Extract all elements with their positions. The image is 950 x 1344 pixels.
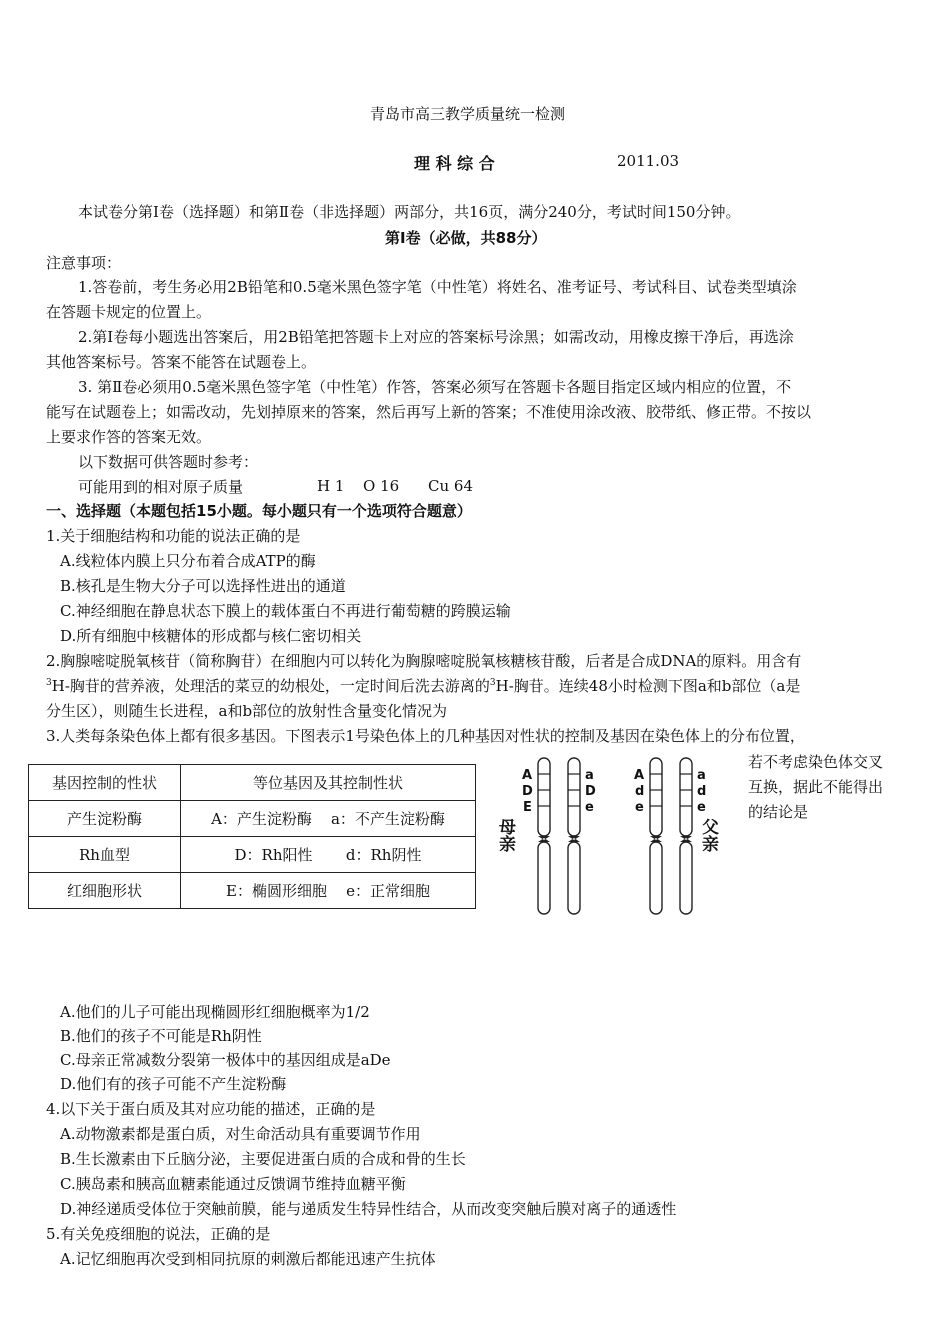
gene-label: d	[635, 784, 645, 799]
allele-recessive: a：不产生淀粉酶	[330, 810, 445, 828]
table-row	[29, 801, 476, 837]
q4-option-b: B.生长激素由下丘脑分泌，主要促进蛋白质的合成和骨的生长	[60, 1150, 466, 1168]
q1-option-a: A.线粒体内膜上只分布着合成ATP的酶	[60, 552, 316, 570]
gene-label: a	[585, 768, 594, 783]
centromere	[650, 836, 662, 842]
q3-side-3: 的结论是	[748, 803, 809, 821]
table-cell-alleles	[181, 801, 476, 837]
father-chromosome-2-upper	[680, 758, 692, 836]
table-row	[29, 873, 476, 909]
part1-title: 一、选择题（本题包括15小题。每小题只有一个选项符合题意）	[46, 502, 472, 520]
table-cell-trait: Rh血型	[29, 837, 181, 873]
allele-recessive: d：Rh阴性	[345, 846, 422, 864]
q2-line-2b: H-胸苷。连续48小时检测下图a和b部位（a是	[495, 677, 801, 695]
gene-label: d	[697, 784, 707, 799]
gene-table-header	[29, 765, 476, 801]
note-3-line-2: 能写在试题卷上；如需改动，先划掉原来的答案，然后再写上新的答案；不准使用涂改液、胶带纸、修正带。不按以	[46, 403, 812, 421]
note-1-line-2: 在答题卡规定的位置上。	[46, 303, 212, 321]
q1-option-b: B.核孔是生物大分子可以选择性进出的通道	[60, 577, 346, 595]
page-title: 青岛市高三教学质量统一检测	[370, 105, 566, 123]
reference-heading: 以下数据可供答题时参考：	[78, 453, 259, 471]
table-header-cell: 基因控制的性状	[29, 765, 181, 801]
father-chromosome-1-upper	[650, 758, 662, 836]
subject-title: 理 科 综 合	[414, 154, 495, 173]
note-3-line-1: 3. 第Ⅱ卷必须用0.5毫米黑色签字笔（中性笔）作答，答案必须写在答题卡各题目指定区域内相应的位置，不	[78, 378, 792, 396]
q5-stem: 5.有关免疫细胞的说法，正确的是	[46, 1225, 271, 1243]
chromosome-figure	[495, 752, 735, 924]
mother-chromosome-2-lower	[568, 842, 580, 914]
q4-stem: 4.以下关于蛋白质及其对应功能的描述，正确的是	[46, 1100, 376, 1118]
note-2-line-1: 2.第Ⅰ卷每小题选出答案后，用2B铅笔把答题卡上对应的答案标号涂黑；如需改动，用橡皮擦干净后，再选涂	[78, 328, 794, 346]
q3-option-b: B.他们的孩子不可能是Rh阴性	[60, 1027, 262, 1045]
q3-line-1: 3.人类每条染色体上都有很多基因。下图表示1号染色体上的几种基因对性状的控制及基因在染色体上的分布位置，	[46, 727, 805, 745]
q3-option-d: D.他们有的孩子可能不产生淀粉酶	[60, 1075, 287, 1093]
intro-text: 本试卷分第Ⅰ卷（选择题）和第Ⅱ卷（非选择题）两部分，共16页，满分240分，考试时间150分钟。	[78, 203, 741, 221]
q4-option-d: D.神经递质受体位于突触前膜，能与递质发生特异性结合，从而改变突触后膜对离子的通透性	[60, 1200, 677, 1218]
reference-o: O 16	[363, 477, 400, 495]
mother-chromosome-2-upper	[568, 758, 580, 836]
father-label: 父亲	[698, 818, 718, 852]
q1-stem: 1.关于细胞结构和功能的说法正确的是	[46, 527, 301, 545]
q2-sup-2: 3	[489, 678, 496, 688]
table-row	[29, 837, 476, 873]
reference-h: H 1	[317, 477, 345, 495]
section-title: 第Ⅰ卷（必做，共88分）	[385, 229, 547, 247]
centromere	[680, 836, 692, 842]
reference-cu: Cu 64	[428, 477, 473, 495]
allele-dominant: A：产生淀粉酶	[211, 810, 312, 828]
q1-option-c: C.神经细胞在静息状态下膜上的载体蛋白不再进行葡萄糖的跨膜运输	[60, 602, 511, 620]
q3-option-c: C.母亲正常减数分裂第一极体中的基因组成是aDe	[60, 1051, 391, 1069]
allele-dominant: D：Rh阳性	[234, 846, 313, 864]
gene-label: D	[585, 784, 596, 799]
note-1-line-1: 1.答卷前，考生务必用2B铅笔和0.5毫米黑色签字笔（中性笔）将姓名、准考证号、考试科目、试卷类型填涂	[78, 278, 797, 296]
q2-line-3: 分生区），则随生长进程，a和b部位的放射性含量变化情况为	[46, 702, 448, 720]
q4-option-c: C.胰岛素和胰高血糖素能通过反馈调节维持血糖平衡	[60, 1175, 406, 1193]
q4-option-a: A.动物激素都是蛋白质，对生命活动具有重要调节作用	[60, 1125, 421, 1143]
q1-option-d: D.所有细胞中核糖体的形成都与核仁密切相关	[60, 627, 362, 645]
q2-line-2a: H-胸苷的营养液，处理活的菜豆的幼根处，一定时间后洗去游离的	[51, 677, 490, 695]
notes-heading: 注意事项：	[46, 254, 122, 272]
mother-label: 母亲	[495, 818, 515, 852]
gene-label: D	[522, 784, 533, 799]
table-cell-alleles	[181, 873, 476, 909]
table-header-cell: 等位基因及其控制性状	[181, 765, 476, 801]
gene-label: e	[635, 800, 644, 815]
mother-chromosome-1-lower	[538, 842, 550, 914]
allele-recessive: e：正常细胞	[346, 882, 430, 900]
q2-line-2	[46, 676, 800, 696]
father-chromosome-1-lower	[650, 842, 662, 914]
gene-label: E	[523, 800, 532, 815]
father-chromosome-2-lower	[680, 842, 692, 914]
allele-dominant: E：椭圆形细胞	[226, 882, 327, 900]
q3-side-1: 若不考虑染色体交叉	[748, 753, 884, 771]
q2-sup-1: 3	[46, 678, 52, 688]
gene-label: A	[634, 768, 645, 783]
gene-label: e	[697, 800, 706, 815]
reference-label: 可能用到的相对原子质量	[78, 478, 244, 496]
gene-label: e	[585, 800, 594, 815]
gene-label: a	[697, 768, 706, 783]
table-cell-trait: 红细胞形状	[29, 873, 181, 909]
note-2-line-2: 其他答案标号。答案不能答在试题卷上。	[46, 353, 317, 371]
centromere	[568, 836, 580, 842]
gene-label: A	[522, 768, 533, 783]
gene-table	[28, 764, 476, 909]
q2-line-1: 2.胸腺嘧啶脱氧核苷（简称胸苷）在细胞内可以转化为胸腺嘧啶脱氧核糖核苷酸，后者是合成DNA的原料。用含有	[46, 652, 802, 670]
table-cell-trait: 产生淀粉酶	[29, 801, 181, 837]
centromere	[538, 836, 550, 842]
exam-date: 2011.03	[617, 152, 680, 170]
q5-option-a: A.记忆细胞再次受到相同抗原的刺激后都能迅速产生抗体	[60, 1250, 436, 1268]
mother-chromosome-1-upper	[538, 758, 550, 836]
table-cell-alleles	[181, 837, 476, 873]
note-3-line-3: 上要求作答的答案无效。	[46, 428, 212, 446]
q3-side-2: 互换，据此不能得出	[748, 778, 884, 796]
q3-option-a: A.他们的儿子可能出现椭圆形红细胞概率为1/2	[60, 1003, 370, 1021]
